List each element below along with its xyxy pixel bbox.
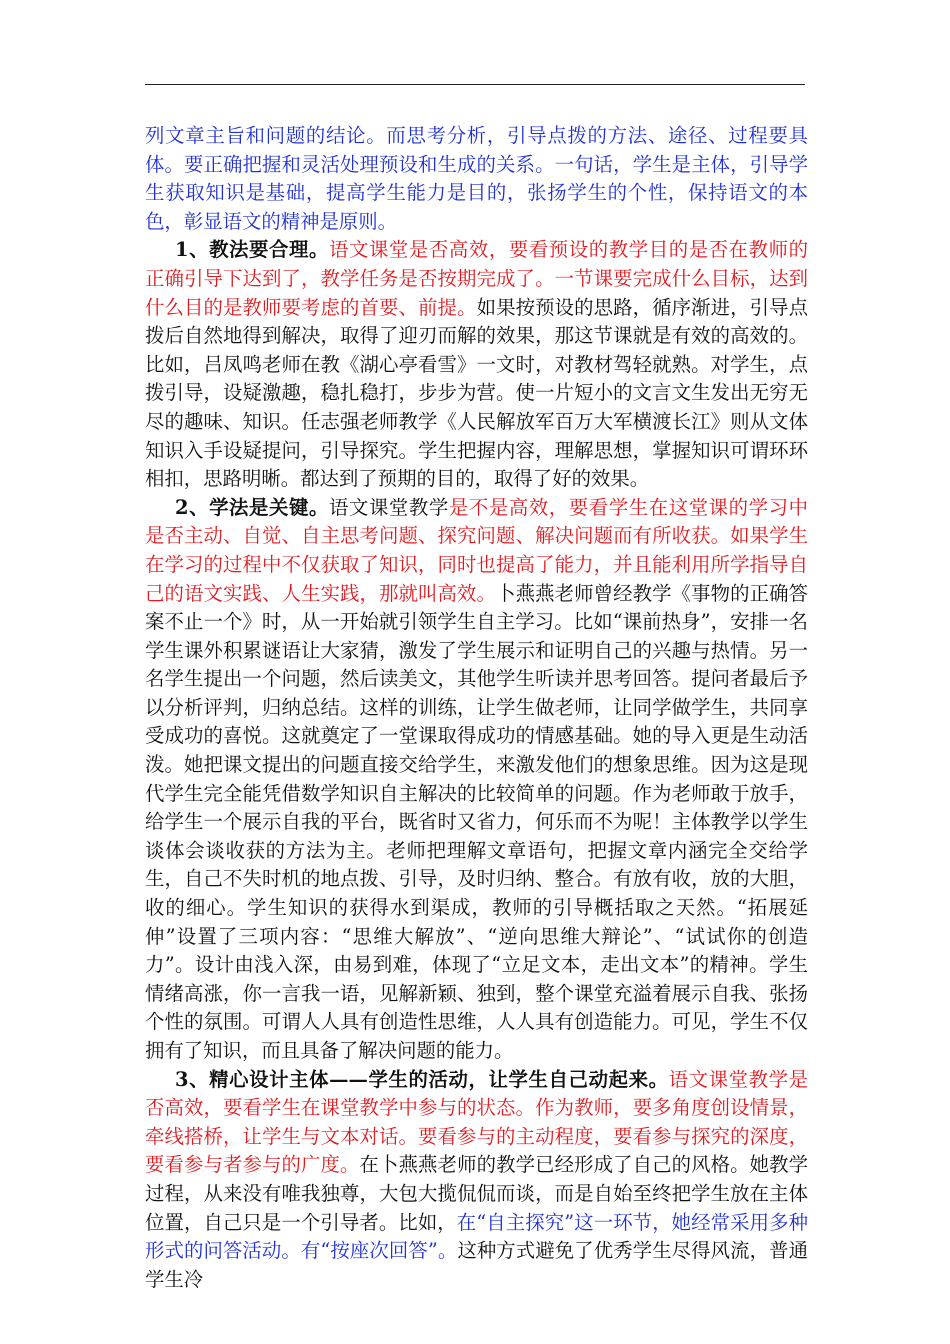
- section-heading: 2、学法是关键。: [175, 495, 329, 519]
- header-rule: [145, 84, 805, 85]
- text-segment: 语文课堂教学: [328, 495, 449, 519]
- text-segment: 是不是高效，要看学生在这堂课的学习中是否主动、自觉、自主思考问题、探究问题、解决问题而有所收获。如果学生在学习的过程中不仅获取了知识，同时也提高了能力，并且能利用所学指导自己的语文实践、人生实践，那就叫高效。: [145, 495, 809, 605]
- paragraph: [145, 1066, 808, 1295]
- document-body: [145, 122, 808, 1294]
- text-segment: 语文课堂是否高效，要看预设的教学目的是否在教师的正确引导下达到了，教学任务是否按期完成了。一节课要完成什么目标，达到什么目的是教师要考虑的首要、前提。: [145, 238, 809, 319]
- section-heading: 3、精心设计主体——学生的活动，让学生自己动起来。: [175, 1067, 669, 1091]
- text-segment: 这种方式避免了优秀学生尽得风流，普通学生冷: [145, 1239, 808, 1291]
- section-heading: 1、教法要合理。: [175, 238, 329, 262]
- text-segment: 如果按预设的思路，循序渐进，引导点拨后自然地得到解决，取得了迎刃而解的效果，那这节课就是有效的高效的。比如，吕凤鸣老师在教《湖心亭看雪》一文时，对教材驾轻就熟。对学生，点拨引导，设疑激趣，稳扎稳打，步步为营。使一片短小的文言文生发出无穷无尽的趣味、知识。任志强老师教学《人民解放军百万大军横渡长江》则从文体知识入手设疑提问，引导探究。学生把握内容，理解思想，掌握知识可谓环环相扣，思路明晰。都达到了预期的目的，取得了好的效果。: [145, 295, 809, 491]
- paragraph: [145, 236, 808, 493]
- text-segment: 在卜燕燕老师的教学已经形成了自己的风格。她教学过程，从来没有唯我独尊，大包大揽侃侃而谈，而是自始至终把学生放在主体位置，自己只是一个引导者。比如，: [145, 1153, 809, 1234]
- text-segment: 在“自主探究”这一环节，她经常采用多种形式的问答活动。有“按座次回答”。: [145, 1210, 809, 1263]
- paragraph: [145, 494, 808, 1066]
- text-segment: 列文章主旨和问题的结论。而思考分析，引导点拨的方法、途径、过程要具体。要正确把握和灵活处理预设和生成的关系。一句话，学生是主体，引导学生获取知识是基础，提高学生能力是目的，张扬学生的个性，保持语文的本色，彰显语文的精神是原则。: [145, 124, 808, 233]
- text-segment: 语文课堂教学是否高效，要看学生在课堂教学中参与的状态。作为教师，要多角度创设情景，牵线搭桥，让学生与文本对话。要看参与的主动程度，要看参与探究的深度，要看参与者参与的广度。: [145, 1067, 809, 1177]
- paragraph: [145, 122, 808, 236]
- text-segment: 卜燕燕老师曾经教学《事物的正确答案不止一个》时，从一开始就引领学生自主学习。比如“课前热身”，安排一名学生课外积累谜语让大家猜，激发了学生展示和证明自己的兴趣与热情。另一名学生提出一个问题，然后读美文，其他学生听读并思考回答。提问者最后予以分析评判，归纳总结。这样的训练，让学生做老师，让同学做学生，共同享受成功的喜悦。这就奠定了一堂课取得成功的情感基础。她的导入更是生动活泼。她把课文提出的问题直接交给学生，来激发他们的想象思维。因为这是现代学生完全能凭借数学知识自主解决的比较简单的问题。作为老师敢于放手，给学生一个展示自我的平台，既省时又省力，何乐而不为呢！主体教学以学生谈体会谈收获的方法为主。老师把理解文章语句，把握文章内涵完全交给学生，自己不失时机的地点拨、引导，及时归纳、整合。有放有收，放的大胆，收的细心。学生知识的获得水到渠成，教师的引导概括取之天然。“拓展延伸”设置了三项内容：“思维大解放”、“逆向思维大辩论”、“试试你的创造力”。设计由浅入深，由易到难，体现了“立足文本，走出文本”的精神。学生情绪高涨，你一言我一语，见解新颖、独到，整个课堂充溢着展示自我、张扬个性的氛围。可谓人人具有创造性思维，人人具有创造能力。可见，学生不仅拥有了知识，而且具备了解决问题的能力。: [145, 581, 809, 1062]
